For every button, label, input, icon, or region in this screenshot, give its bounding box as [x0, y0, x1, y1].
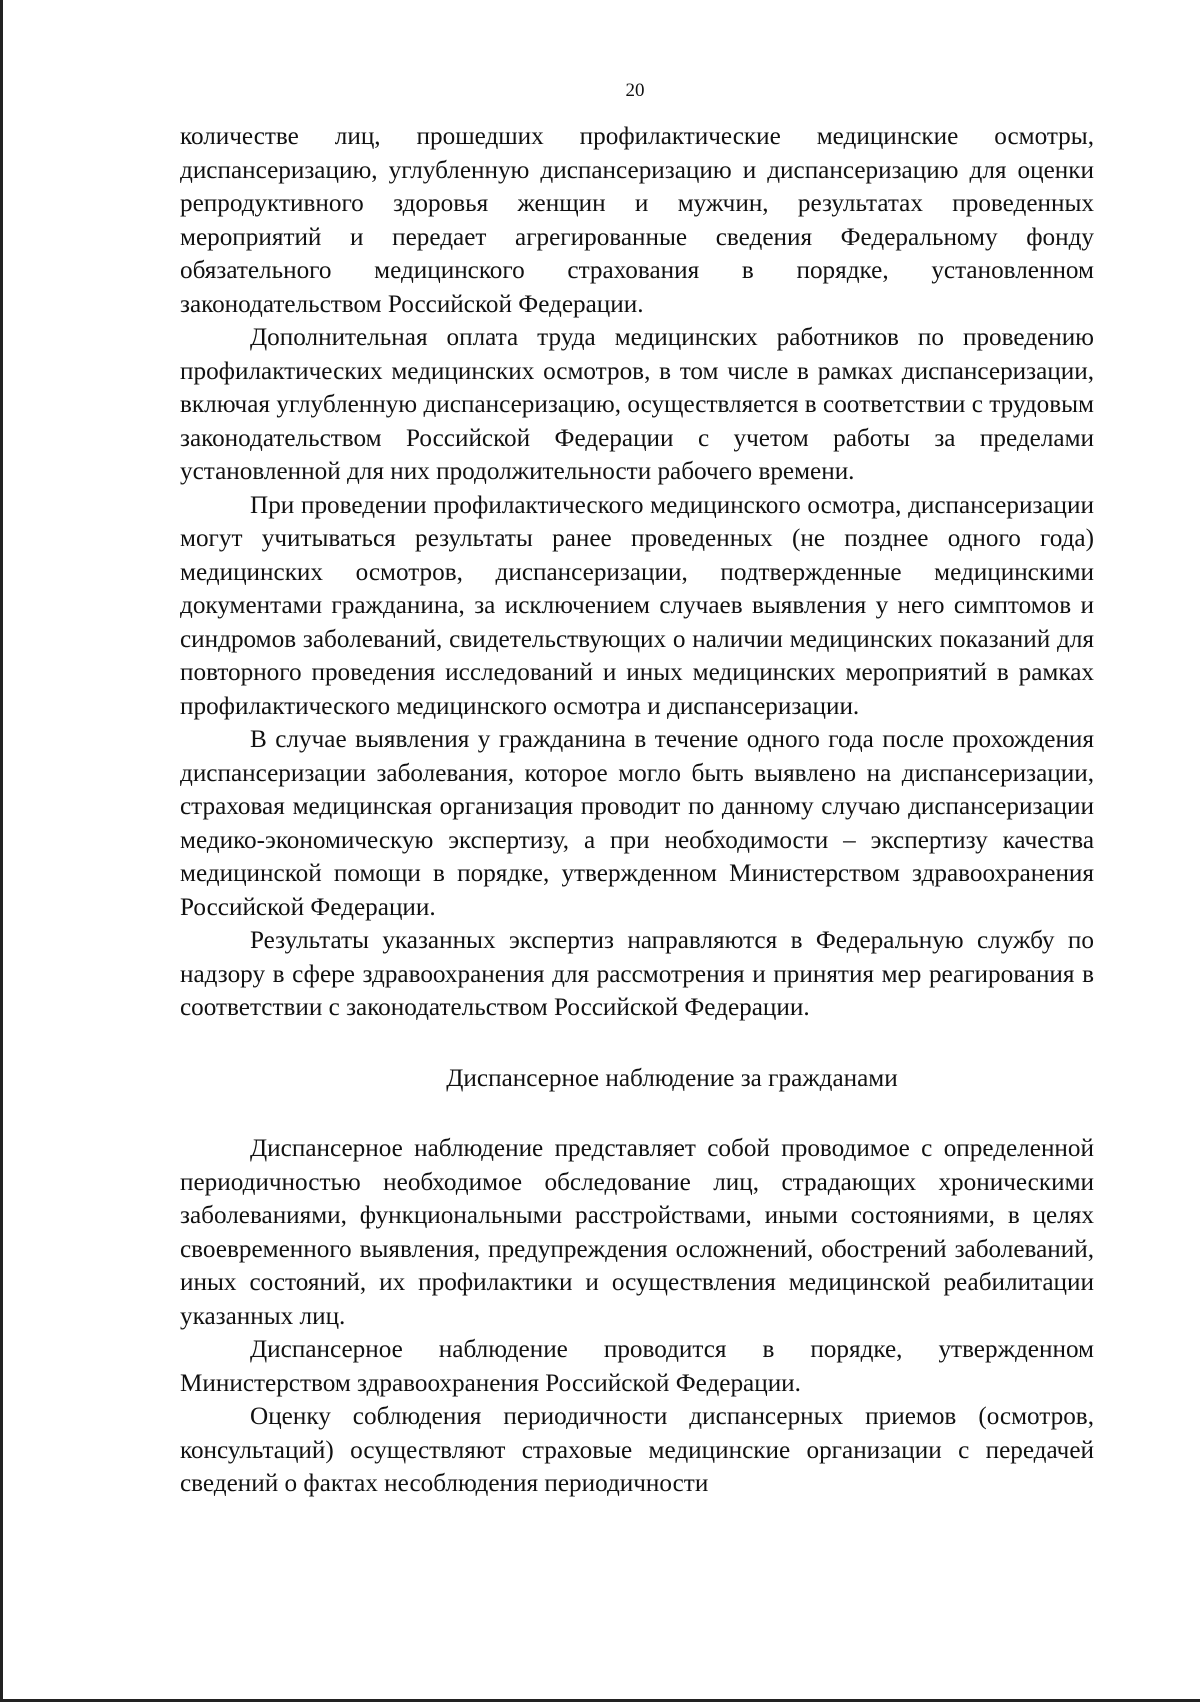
paragraph-continuation: количестве лиц, прошедших профилактические медицинские осмотры, диспансеризацию, углубленную диспансеризацию и диспансеризацию для оценки репродуктивного здоровья женщин и мужчин, результатах проведенных мероприятий и передает агрегированные сведения Федеральному фонду обязательного медицинского страхования в порядке, установленном законодательством Российской Федерации.: [180, 123, 1094, 318]
page-number: 20: [625, 80, 645, 101]
paragraph-prior-results: При проведении профилактического медицинского осмотра, диспансеризации могут учитываться результаты ранее проведенных (не позднее одного года) медицинских осмотров, диспансеризации, подтвержденные медицинскими документами гражданина, за исключением случаев выявления у него симптомов и синдромов заболеваний, свидетельствующих о наличии медицинских показаний для повторного проведения исследований и иных медицинских мероприятий в рамках профилактического медицинского осмотра и диспансеризации.: [180, 491, 1094, 720]
scan-border-left: [0, 0, 3, 1702]
paragraph-periodicity-assessment: Оценку соблюдения периодичности диспансерных приемов (осмотров, консультаций) осуществляют страховые медицинские организации с передачей сведений о фактах несоблюдения периодичности: [180, 1403, 1094, 1497]
paragraph-missed-disease: В случае выявления у гражданина в течение одного года после прохождения диспансеризации заболевания, которое могло быть выявлено на диспансеризации, страховая медицинская организация проводит по данному случаю диспансеризации медико-экономическую экспертизу, а при необходимости – экспертизу качества медицинской помощи в порядке, утвержденном Министерством здравоохранения Российской Федерации.: [180, 726, 1094, 921]
paragraph-expertise-results: Результаты указанных экспертиз направляются в Федеральную службу по надзору в сфере здравоохранения для рассмотрения и принятия мер реагирования в соответствии с законодательством Российской Федерации.: [180, 927, 1094, 1021]
paragraph-additional-pay: Дополнительная оплата труда медицинских работников по проведению профилактических медицинских осмотров, в том числе в рамках диспансеризации, включая углубленную диспансеризацию, осуществляется в соответствии с трудовым законодательством Российской Федерации с учетом работы за пределами установленной для них продолжительности рабочего времени.: [180, 324, 1094, 485]
paragraph-dispensary-definition: Диспансерное наблюдение представляет собой проводимое с определенной периодичностью необходимое обследование лиц, страдающих хроническими заболеваниями, функциональными расстройствами, иными состояниями, в целях своевременного выявления, предупреждения осложнений, обострений заболеваний, иных состояний, их профилактики и осуществления медицинской реабилитации указанных лиц.: [180, 1135, 1094, 1330]
document-body: [180, 120, 1094, 1501]
paragraph-dispensary-order: Диспансерное наблюдение проводится в порядке, утвержденном Министерством здравоохранения Российской Федерации.: [180, 1336, 1094, 1397]
section-heading: Диспансерное наблюдение за гражданами: [446, 1064, 898, 1092]
